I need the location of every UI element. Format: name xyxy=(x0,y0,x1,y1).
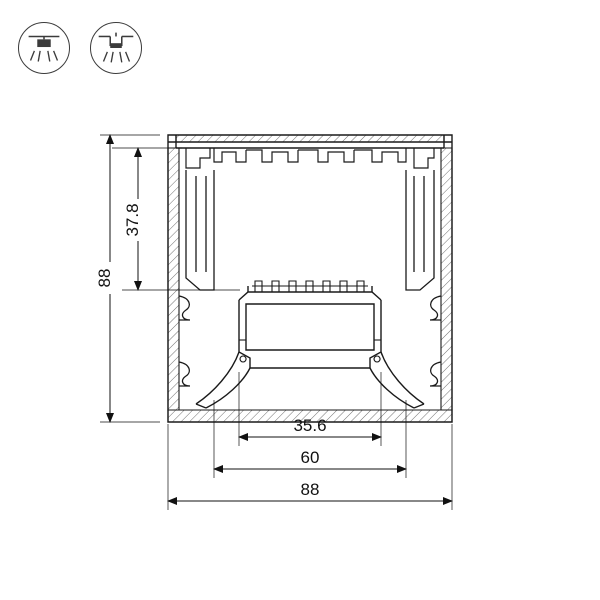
dim-label-inner-depth: 37.8 xyxy=(123,203,142,237)
dim-label-total-height: 88 xyxy=(95,268,114,288)
dim-label-inner-width: 60 xyxy=(300,448,320,467)
dim-label-total-width: 88 xyxy=(300,480,320,499)
dim-label-lens-width: 35.6 xyxy=(293,416,327,435)
